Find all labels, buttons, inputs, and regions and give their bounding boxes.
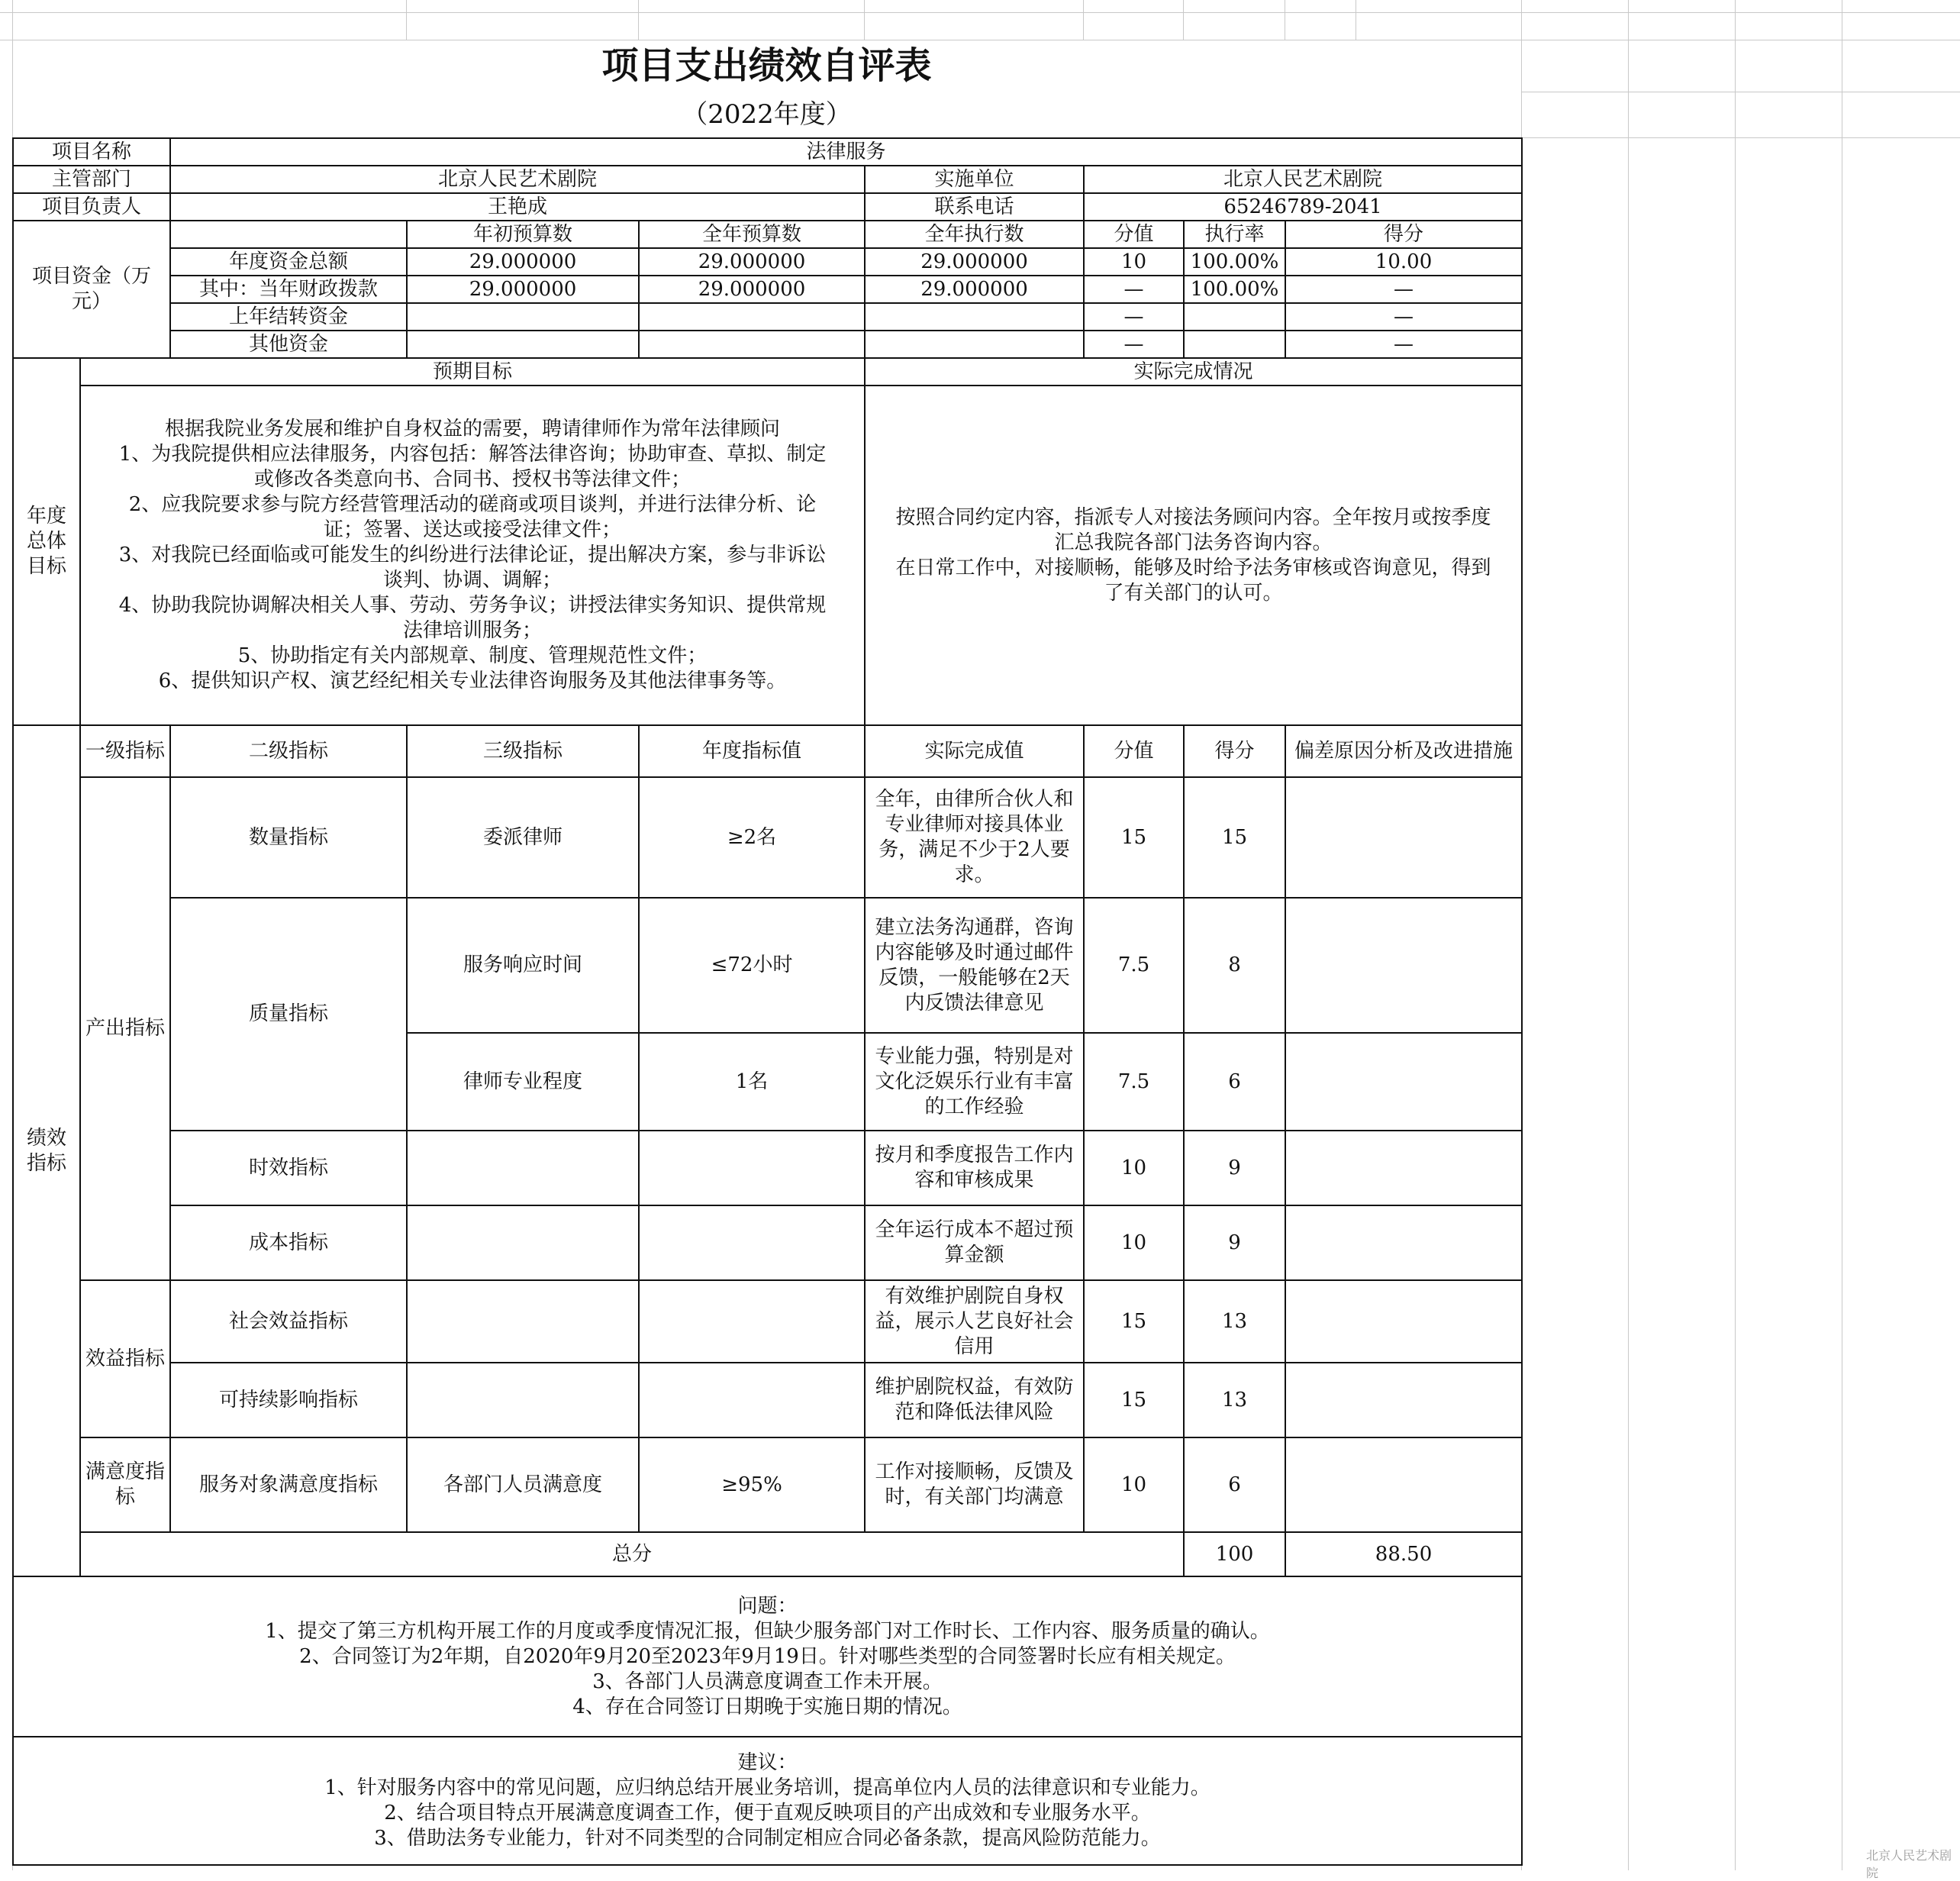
perf-l3	[407, 1280, 639, 1363]
perf-l3	[407, 1363, 639, 1437]
funds-header-blank	[170, 221, 407, 248]
expected-line: 6、提供知识产权、演艺经纪相关专业法律咨询服务及其他法律事务等。	[158, 669, 787, 692]
perf-actual: 工作对接顺畅，反馈及时，有关部门均满意	[865, 1437, 1084, 1532]
perf-score-val: 10	[1084, 1205, 1184, 1280]
perf-score: 9	[1184, 1131, 1285, 1205]
perf-h-deviation: 偏差原因分析及改进措施	[1285, 725, 1522, 777]
funds-row-exec: 29.000000	[865, 276, 1084, 303]
funds-row-full: 29.000000	[639, 276, 865, 303]
total-score-val: 100	[1184, 1532, 1285, 1576]
funds-row-score-val: —	[1084, 331, 1184, 358]
funds-row-rate: 100.00%	[1184, 248, 1285, 276]
perf-row	[13, 1363, 1522, 1437]
funds-row-initial	[407, 331, 639, 358]
perf-l2: 质量指标	[170, 898, 407, 1131]
expected-line: 3、对我院已经面临或可能发生的纠纷进行法律论证，提出解决方案，参与非诉讼	[118, 544, 827, 566]
funds-col-score: 得分	[1285, 221, 1522, 248]
expected-line: 谈判、协调、调解；	[383, 569, 563, 592]
funds-row-score: —	[1285, 303, 1522, 331]
perf-h-level3: 三级指标	[407, 725, 639, 777]
evaluation-table	[12, 137, 1523, 1866]
funds-row-exec	[865, 303, 1084, 331]
perf-target: ≥95%	[639, 1437, 865, 1532]
funds-row-exec	[865, 331, 1084, 358]
perf-score: 13	[1184, 1363, 1285, 1437]
watermark: 北京人民艺术剧院	[1866, 1848, 1952, 1880]
perf-h-level1: 一级指标	[80, 725, 170, 777]
perf-score-val: 10	[1084, 1437, 1184, 1532]
funds-row-initial	[407, 303, 639, 331]
perf-actual: 按月和季度报告工作内容和审核成果	[865, 1131, 1084, 1205]
impl-value: 北京人民艺术剧院	[1084, 166, 1522, 193]
perf-row	[13, 1205, 1522, 1280]
actual-line: 在日常工作中，对接顺畅，能够及时给予法务审核或咨询意见，得到	[895, 556, 1491, 579]
perf-score: 8	[1184, 898, 1285, 1033]
funds-row-score-val: —	[1084, 276, 1184, 303]
perf-h-level2: 二级指标	[170, 725, 407, 777]
perf-deviation	[1285, 1131, 1522, 1205]
perf-target	[639, 1363, 865, 1437]
funds-row-name: 年度资金总额	[170, 248, 407, 276]
problem-item: 4、存在合同签订日期晚于实施日期的情况。	[572, 1695, 962, 1718]
impl-label: 实施单位	[865, 166, 1084, 193]
perf-l3: 律师专业程度	[407, 1033, 639, 1131]
problems-section	[13, 1576, 1522, 1737]
phone-value: 65246789-2041	[1084, 193, 1522, 221]
perf-deviation	[1285, 1205, 1522, 1280]
perf-score: 6	[1184, 1437, 1285, 1532]
funds-row-score: —	[1285, 331, 1522, 358]
suggestions-section	[13, 1737, 1522, 1865]
funds-row-score: —	[1285, 276, 1522, 303]
perf-deviation	[1285, 1363, 1522, 1437]
problems-label: 问题：	[737, 1594, 798, 1618]
funds-col-rate: 执行率	[1184, 221, 1285, 248]
suggestions-label: 建议：	[737, 1751, 798, 1774]
funds-row-full	[639, 331, 865, 358]
perf-l3: 委派律师	[407, 777, 639, 898]
page-title: 项目支出绩效自评表	[601, 44, 932, 87]
page-subtitle: （2022年度）	[682, 99, 852, 130]
perf-l2: 服务对象满意度指标	[170, 1437, 407, 1532]
perf-score-val: 7.5	[1084, 1033, 1184, 1131]
expected-line: 2、应我院要求参与院方经营管理活动的磋商或项目谈判，并进行法律分析、论	[128, 493, 817, 516]
funds-row-full: 29.000000	[639, 248, 865, 276]
expected-line: 4、协助我院协调解决相关人事、劳动、劳务争议；讲授法律实务知识、提供常规	[118, 594, 827, 617]
perf-deviation	[1285, 1437, 1522, 1532]
funds-label: 项目资金（万元）	[13, 221, 170, 358]
perf-score-val: 15	[1084, 777, 1184, 898]
phone-label: 联系电话	[865, 193, 1084, 221]
perf-l3: 各部门人员满意度	[407, 1437, 639, 1532]
funds-row-score-val: 10	[1084, 248, 1184, 276]
perf-score-val: 10	[1084, 1131, 1184, 1205]
total-label: 总分	[80, 1532, 1184, 1576]
funds-row	[13, 276, 1522, 303]
suggestion-item: 3、借助法务专业能力，针对不同类型的合同制定相应合同必备条款，提高风险防范能力。	[374, 1827, 1161, 1850]
goals-actual-text	[865, 386, 1522, 725]
perf-row	[13, 898, 1522, 1033]
perf-actual: 全年运行成本不超过预算金额	[865, 1205, 1084, 1280]
perf-actual: 专业能力强，特别是对文化泛娱乐行业有丰富的工作经验	[865, 1033, 1084, 1131]
funds-row	[13, 303, 1522, 331]
funds-row-name: 上年结转资金	[170, 303, 407, 331]
perf-target: 1名	[639, 1033, 865, 1131]
expected-line: 根据我院业务发展和维护自身权益的需要，聘请律师作为常年法律顾问	[165, 418, 781, 440]
perf-row	[13, 1437, 1522, 1532]
problem-item: 3、各部门人员满意度调查工作未开展。	[592, 1670, 943, 1693]
funds-col-initial: 年初预算数	[407, 221, 639, 248]
goals-label: 年度总体目标	[13, 358, 80, 725]
perf-actual: 全年，由律所合伙人和专业律师对接具体业务，满足不少于2人要求。	[865, 777, 1084, 898]
expected-line: 或修改各类意向书、合同书、授权书等法律文件；	[254, 468, 691, 491]
perf-h-score-val: 分值	[1084, 725, 1184, 777]
suggestion-item: 2、结合项目特点开展满意度调查工作，便于直观反映项目的产出成效和专业服务水平。	[384, 1802, 1151, 1825]
funds-row-score: 10.00	[1285, 248, 1522, 276]
dept-label: 主管部门	[13, 166, 170, 193]
perf-l2: 成本指标	[170, 1205, 407, 1280]
perf-l2: 时效指标	[170, 1131, 407, 1205]
funds-row-initial: 29.000000	[407, 248, 639, 276]
suggestion-item: 1、针对服务内容中的常见问题，应归纳总结开展业务培训，提高单位内人员的法律意识和专业能力。	[324, 1776, 1210, 1799]
perf-target: ≥2名	[639, 777, 865, 898]
perf-deviation	[1285, 898, 1522, 1033]
perf-score-val: 15	[1084, 1280, 1184, 1363]
perf-row	[13, 777, 1522, 898]
perf-deviation	[1285, 1033, 1522, 1131]
funds-row-name: 其他资金	[170, 331, 407, 358]
funds-row-rate	[1184, 331, 1285, 358]
expected-line: 5、协助指定有关内部规章、制度、管理规范性文件；	[237, 644, 708, 667]
perf-l3: 服务响应时间	[407, 898, 639, 1033]
perf-group-benefit: 效益指标	[80, 1280, 170, 1437]
total-score: 88.50	[1285, 1532, 1522, 1576]
perf-l3	[407, 1131, 639, 1205]
perf-score-val: 15	[1084, 1363, 1184, 1437]
perf-l2: 社会效益指标	[170, 1280, 407, 1363]
funds-row	[13, 248, 1522, 276]
perf-label: 绩效指标	[13, 725, 80, 1576]
perf-h-target: 年度指标值	[639, 725, 865, 777]
leader-label: 项目负责人	[13, 193, 170, 221]
perf-target	[639, 1131, 865, 1205]
actual-line: 了有关部门的认可。	[1104, 581, 1283, 605]
perf-l2: 数量指标	[170, 777, 407, 898]
actual-line: 汇总我院各部门法务咨询内容。	[1054, 531, 1333, 554]
perf-score-val: 7.5	[1084, 898, 1184, 1033]
perf-actual: 建立法务沟通群，咨询内容能够及时通过邮件反馈，一般能够在2天内反馈法律意见	[865, 898, 1084, 1033]
perf-actual: 维护剧院权益，有效防范和降低法律风险	[865, 1363, 1084, 1437]
perf-score: 6	[1184, 1033, 1285, 1131]
perf-h-actual: 实际完成值	[865, 725, 1084, 777]
perf-group-satisfaction: 满意度指标	[80, 1437, 170, 1532]
funds-col-exec: 全年执行数	[865, 221, 1084, 248]
funds-col-full: 全年预算数	[639, 221, 865, 248]
funds-row-rate	[1184, 303, 1285, 331]
funds-row	[13, 331, 1522, 358]
funds-row-name: 其中：当年财政拨款	[170, 276, 407, 303]
funds-row-full	[639, 303, 865, 331]
dept-value: 北京人民艺术剧院	[170, 166, 865, 193]
perf-score: 13	[1184, 1280, 1285, 1363]
perf-target	[639, 1205, 865, 1280]
expected-line: 1、为我院提供相应法律服务，内容包括：解答法律咨询；协助审查、草拟、制定	[118, 443, 827, 466]
actual-line: 按照合同约定内容，指派专人对接法务顾问内容。全年按月或按季度	[895, 505, 1491, 529]
funds-col-score-val: 分值	[1084, 221, 1184, 248]
perf-l2: 可持续影响指标	[170, 1363, 407, 1437]
expected-line: 法律培训服务；	[403, 619, 543, 642]
perf-score: 15	[1184, 777, 1285, 898]
perf-actual: 有效维护剧院自身权益，展示人艺良好社会信用	[865, 1280, 1084, 1363]
goals-expected-text	[80, 386, 865, 725]
perf-h-score: 得分	[1184, 725, 1285, 777]
expected-line: 证；签署、送达或接受法律文件；	[324, 518, 622, 541]
project-name-label: 项目名称	[13, 138, 170, 166]
problem-item: 1、提交了第三方机构开展工作的月度或季度情况汇报，但缺少服务部门对工作时长、工作内容、服务质量的确认。	[265, 1619, 1270, 1643]
problem-item: 2、合同签订为2年期，自2020年9月20至2023年9月19日。针对哪些类型的合同签署时长应有相关规定。	[299, 1644, 1236, 1668]
funds-row-score-val: —	[1084, 303, 1184, 331]
funds-row-exec: 29.000000	[865, 248, 1084, 276]
leader-value: 王艳成	[170, 193, 865, 221]
goals-actual-label: 实际完成情况	[865, 358, 1522, 386]
perf-row	[13, 1131, 1522, 1205]
funds-row-initial: 29.000000	[407, 276, 639, 303]
perf-deviation	[1285, 777, 1522, 898]
funds-row-rate: 100.00%	[1184, 276, 1285, 303]
goals-expected-label: 预期目标	[80, 358, 865, 386]
perf-target: ≤72小时	[639, 898, 865, 1033]
perf-deviation	[1285, 1280, 1522, 1363]
perf-l3	[407, 1205, 639, 1280]
project-name-value: 法律服务	[170, 138, 1522, 166]
perf-score: 9	[1184, 1205, 1285, 1280]
perf-row	[13, 1280, 1522, 1363]
perf-target	[639, 1280, 865, 1363]
perf-group-output: 产出指标	[80, 777, 170, 1280]
